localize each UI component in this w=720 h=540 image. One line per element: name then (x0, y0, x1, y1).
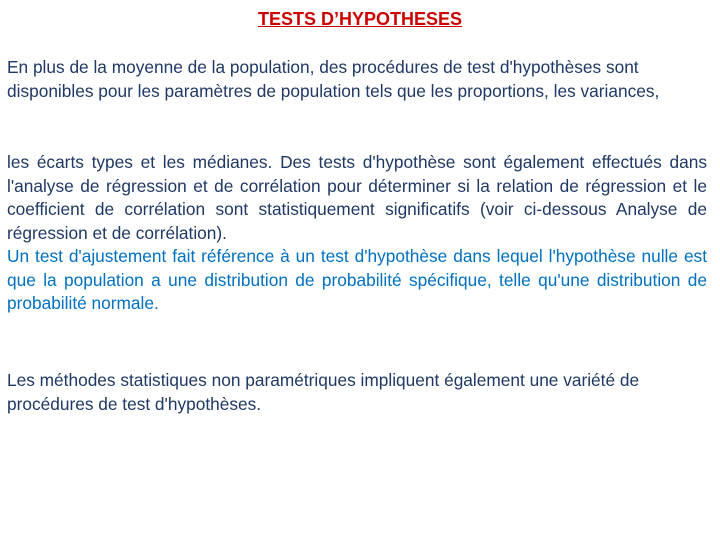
page-title: TESTS D’HYPOTHESES (257, 9, 463, 29)
paragraph-nonparametric: Les méthodes statistiques non paramétriques impliquent également une variété de procédures de test d'hypothèses. (7, 370, 640, 414)
paragraph-population-parameters: En plus de la moyenne de la population, des procédures de test d'hypothèses sont disponibles pour les paramètres de population tels que les proportions, les variances, (7, 57, 660, 101)
paragraph-regression-correlation: les écarts types et les médianes. Des tests d'hypothèse sont également effectués dans l'analyse de régression et de corrélation pour déterminer si la relation de régression et le coefficient de corrélation sont statistiquement significatifs (voir ci-dessous Analyse de régression et de corrélation). (7, 152, 707, 243)
paragraph-goodness-of-fit: Un test d'ajustement fait référence à un test d'hypothèse dans lequel l'hypothèse nulle est que la population a une distribution de probabilité spécifique, telle qu'une distribution de probabilité normale. (7, 246, 707, 313)
